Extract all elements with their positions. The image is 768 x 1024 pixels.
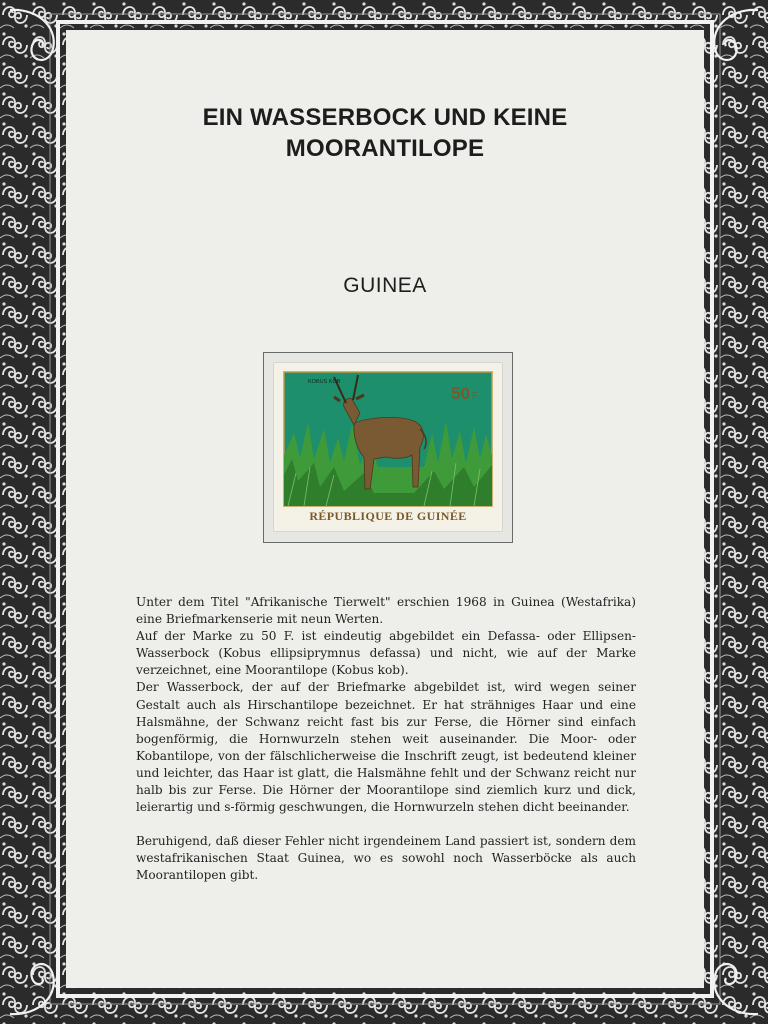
article-text	[136, 594, 636, 885]
stamp-mount	[263, 352, 513, 543]
postage-stamp	[274, 363, 502, 531]
paragraph-3: Der Wasserbock, der auf der Briefmarke abgebildet ist, wird wegen seiner Gestalt auch als Hirschantilope bezeichnet. Er hat strähniges Haar und eine Halsmähne, der Schwanz reicht fast bis zur Ferse, die Hörner sind einfach bogenförmig, die Hornwurzeln stehen weit auseinander. Die Moor- oder Kobantilope, von der fälschlicherweise die Inschrift zeugt, ist bedeutend kleiner und leichter, das Haar ist glatt, die Halsmähne fehlt und der Schwanz reicht nur halb bis zur Ferse. Die Hörner der Moorantilope sind ziemlich kurz und dick, leierartig und s-förmig geschwungen, die Hornwurzeln stehen dicht beeinander.	[136, 680, 636, 815]
title-line-2: MOORANTILOPE	[285, 135, 485, 162]
content-sheet	[66, 30, 704, 988]
paragraph-2: Auf der Marke zu 50 F. ist eindeutig abgebildet ein Defassa- oder Ellipsen-Wasserbock (Kobus ellipsiprymnus defassa) und nicht, wie auf der Marke verzeichnet, eine Moorantilope (Kobus kob).	[136, 629, 636, 678]
stamp-currency: F	[472, 391, 479, 402]
page-title	[66, 102, 704, 164]
paragraph-1: Unter dem Titel "Afrikanische Tierwelt" erschien 1968 in Guinea (Westafrika) eine Briefmarkenserie mit neun Werten.	[136, 595, 636, 627]
stamp-caption: KOBUS KOB	[308, 379, 341, 385]
title-line-1: EIN WASSERBOCK UND KEINE	[202, 104, 568, 131]
country-heading: GUINEA	[343, 274, 427, 297]
stamp-issuer: RÉPUBLIQUE DE GUINÉE	[309, 509, 467, 523]
paragraph-4: Beruhigend, daß dieser Fehler nicht irgendeinem Land passiert ist, sondern dem westafrikanischen Staat Guinea, wo es sowohl noch Wasserböcke als auch Moorantilopen gibt.	[136, 834, 636, 883]
stamp-artwork	[274, 363, 502, 531]
stamp-denomination: 50	[451, 384, 470, 403]
